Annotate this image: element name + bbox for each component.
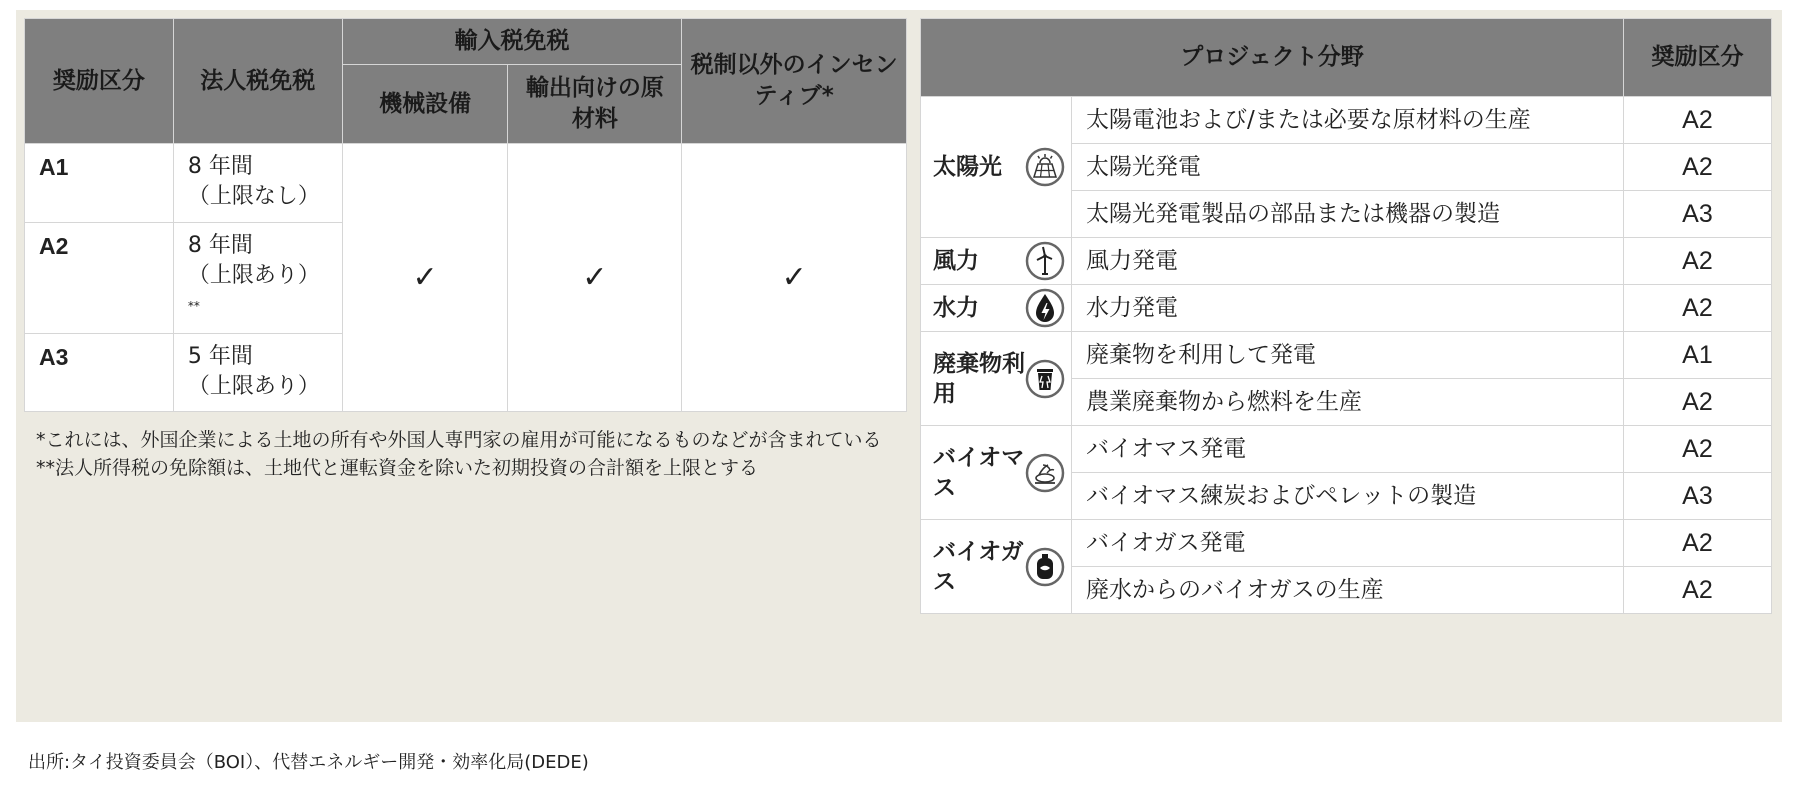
biomass-icon [1025,453,1065,493]
project-name: 廃水からのバイオガスの生産 [1072,567,1624,614]
tax-cap: （上限あり） [187,374,320,399]
header-corporate-tax: 法人税免税 [173,19,342,144]
biogas-tank-icon [1025,547,1065,587]
field-label: 水力 [933,295,979,321]
field-label: 太陽光 [933,154,1002,180]
grade-cell: A3 [1623,473,1771,520]
field-waste [921,332,1072,426]
footnotes [36,426,886,482]
field-label: 風力 [933,248,979,274]
footnote-2: **法人所得税の免除額は、土地代と運転資金を除いた初期投資の合計額を上限とする [36,457,759,479]
project-name: 廃棄物を利用して発電 [1072,332,1624,379]
grade-cell: A2 [1623,144,1771,191]
field-wind [921,238,1072,285]
grade-cell: A2 [1623,379,1771,426]
header-machinery: 機械設備 [342,65,508,144]
tax-years: 5 年間 [187,344,253,369]
field-hydro [921,285,1072,332]
footnote-marker: ** [187,299,200,313]
header-raw-materials: 輸出向けの原材料 [508,65,682,144]
category-cell: A3 [25,334,174,412]
machinery-check: ✓ [342,144,508,412]
project-name: 水力発電 [1072,285,1624,332]
header-project-field: プロジェクト分野 [921,19,1624,97]
project-name: 風力発電 [1072,238,1624,285]
field-biogas [921,520,1072,614]
field-label: バイオマス [933,444,1025,501]
water-power-icon [1025,288,1065,328]
field-solar [921,97,1072,238]
header-non-tax-incentive: 税制以外のインセンティブ* [682,19,907,144]
tax-period-cell [173,223,342,334]
field-label: バイオガス [933,538,1024,595]
field-biomass [921,426,1072,520]
grade-cell: A2 [1623,285,1771,332]
grade-cell: A2 [1623,567,1771,614]
incentive-table [24,18,907,412]
wind-turbine-icon [1025,241,1065,281]
footnote-1: *これには、外国企業による土地の所有や外国人専門家の雇用が可能になるものなどが含まれている [36,429,882,451]
header-category: 奨励区分 [25,19,174,144]
category-cell: A1 [25,144,174,223]
grade-cell: A2 [1623,520,1771,567]
grade-cell: A2 [1623,97,1771,144]
non-tax-check: ✓ [682,144,907,412]
project-name: 太陽光発電製品の部品または機器の製造 [1072,191,1624,238]
project-name: 農業廃棄物から燃料を生産 [1072,379,1624,426]
project-name: 太陽光発電 [1072,144,1624,191]
tax-years: 8 年間 [187,154,253,179]
grade-cell: A1 [1623,332,1771,379]
project-field-table [920,18,1772,614]
tax-period-cell [173,334,342,412]
header-import-tax: 輸入税免税 [342,19,682,65]
grade-cell: A2 [1623,426,1771,473]
category-cell: A2 [25,223,174,334]
header-incentive-category: 奨励区分 [1623,19,1771,97]
project-name: バイオマス練炭およびペレットの製造 [1072,473,1624,520]
waste-bin-icon [1025,359,1065,399]
project-name: バイオガス発電 [1072,520,1624,567]
tax-cap: （上限なし） [187,184,320,209]
tax-years: 8 年間 [187,233,253,258]
source-note: 出所:タイ投資委員会（BOI）、代替エネルギー開発・効率化局(DEDE) [28,752,589,773]
field-label: 廃棄物利用 [933,350,1025,407]
tax-cap: （上限あり） [187,263,320,288]
tax-period-cell [173,144,342,223]
solar-panel-icon [1025,147,1065,187]
project-name: バイオマス発電 [1072,426,1624,473]
grade-cell: A3 [1623,191,1771,238]
raw-materials-check: ✓ [508,144,682,412]
project-name: 太陽電池および/または必要な原材料の生産 [1072,97,1624,144]
grade-cell: A2 [1623,238,1771,285]
